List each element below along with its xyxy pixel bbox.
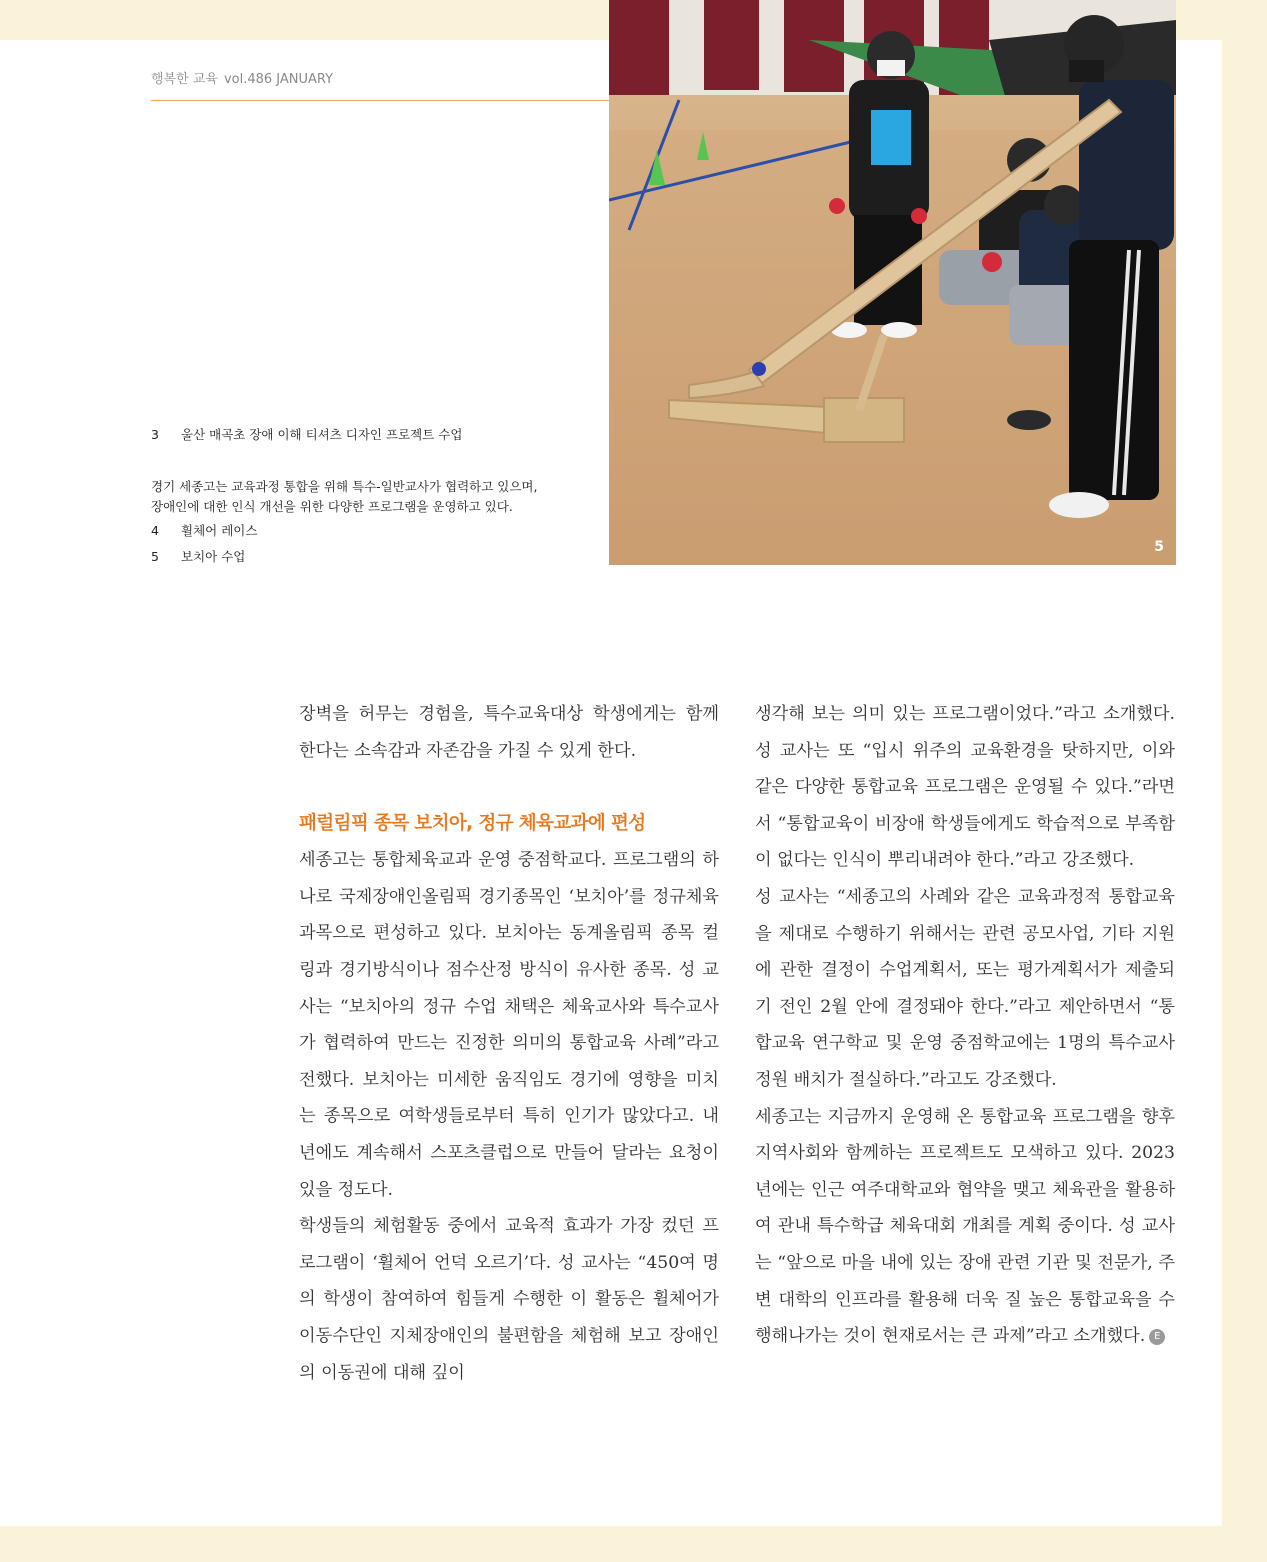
paragraph: 학생들의 체험활동 중에서 교육적 효과가 가장 컸던 프로그램이 ‘휠체어 언덕 오르기’다. 성 교사는 “450여 명의 학생이 참여하여 힘들게 수행한 이 활동은 휠체어가 이동수단인 지체장애인의 불편함을 체험해 보고 장애인의 이동권에 대해 깊이 (299, 1216, 719, 1383)
caption-5 (151, 547, 245, 567)
header-rule (151, 100, 611, 101)
caption-5-number: 5 (151, 549, 159, 564)
caption-4-number: 4 (151, 523, 159, 538)
caption-4 (151, 521, 257, 541)
caption-3-text: 울산 매곡초 장애 이해 티셔츠 디자인 프로젝트 수업 (181, 427, 463, 442)
caption-4-text: 휠체어 레이스 (181, 523, 258, 538)
caption-description (151, 477, 537, 517)
photo-illustration (609, 0, 1176, 565)
photo-number: 5 (1154, 539, 1164, 555)
article-column-2 (755, 696, 1175, 1355)
caption-description-line-1: 경기 세종고는 교육과정 통합을 위해 특수-일반교사가 협력하고 있으며, (151, 479, 538, 494)
running-header (151, 68, 333, 87)
caption-3 (151, 425, 462, 445)
caption-5-text: 보치아 수업 (181, 549, 246, 564)
paragraph: 생각해 보는 의미 있는 프로그램이었다.”라고 소개했다. 성 교사는 또 “입시 위주의 교육환경을 탓하지만, 이와 같은 다양한 통합교육 프로그램은 운영될 수 있다.”라면서 “통합교육이 비장애 학생들에게도 학습적으로 부족함이 없다는 인식이 뿌리내려야 한다.”라고 강조했다. (755, 704, 1175, 871)
article-column-1 (299, 696, 719, 1391)
caption-3-number: 3 (151, 427, 159, 442)
paragraph: 장벽을 허무는 경험을, 특수교육대상 학생에게는 함께 한다는 소속감과 자존감을 가질 수 있게 한다. (299, 704, 719, 761)
paragraph: 성 교사는 “세종고의 사례와 같은 교육과정적 통합교육을 제대로 수행하기 위해서는 관련 공모사업, 기타 지원에 관한 결정이 수업계획서, 또는 평가계획서가 제출되기 전인 2월 안에 결정돼야 한다.”라고 제안하면서 “통합교육 연구학교 및 운영 중점학교에는 1명의 특수교사 정원 배치가 절실하다.”라고도 강조했다. (755, 886, 1175, 1090)
section-heading: 패럴림픽 종목 보치아, 정규 체육교과에 편성 (299, 813, 646, 835)
paragraph: 세종고는 통합체육교과 운영 중점학교다. 프로그램의 하나로 국제장애인올림픽 경기종목인 ‘보치아’를 정규체육 과목으로 편성하고 있다. 보치아는 동계올림픽 종목 컬링과 경기방식이나 점수산정 방식이 유사한 종목. 성 교사는 “보치아의 정규 수업 채택은 체육교사와 특수교사가 협력하여 만드는 진정한 의미의 통합교육 사례”라고 전했다. 보치아는 미세한 움직임도 경기에 영향을 미치는 종목으로 여학생들로부터 특히 인기가 많았다고. 내년에도 계속해서 스포츠클럽으로 만들어 달라는 요청이 있을 정도다. (299, 850, 719, 1200)
boccia-class-photo (609, 0, 1176, 565)
paragraph-final-text: 세종고는 지금까지 운영해 온 통합교육 프로그램을 향후 지역사회와 함께하는 프로젝트도 모색하고 있다. 2023년에는 인근 여주대학교와 협약을 맺고 체육관을 활용하여 관내 특수학급 체육대회 개최를 계획 중이다. 성 교사는 “앞으로 마을 내에 있는 장애 관련 기관 및 전문가, 주변 대학의 인프라를 활용해 더욱 질 높은 통합교육을 수행해나가는 것이 현재로서는 큰 과제”라고 소개했다. (755, 1106, 1175, 1347)
article-end-icon: E (1149, 1329, 1165, 1345)
caption-description-line-2: 장애인에 대한 인식 개선을 위한 다양한 프로그램을 운영하고 있다. (151, 499, 513, 514)
issue-label: vol.486 JANUARY (223, 72, 334, 87)
magazine-name: 행복한 교육 (151, 72, 218, 87)
paragraph-final (755, 1099, 1175, 1355)
